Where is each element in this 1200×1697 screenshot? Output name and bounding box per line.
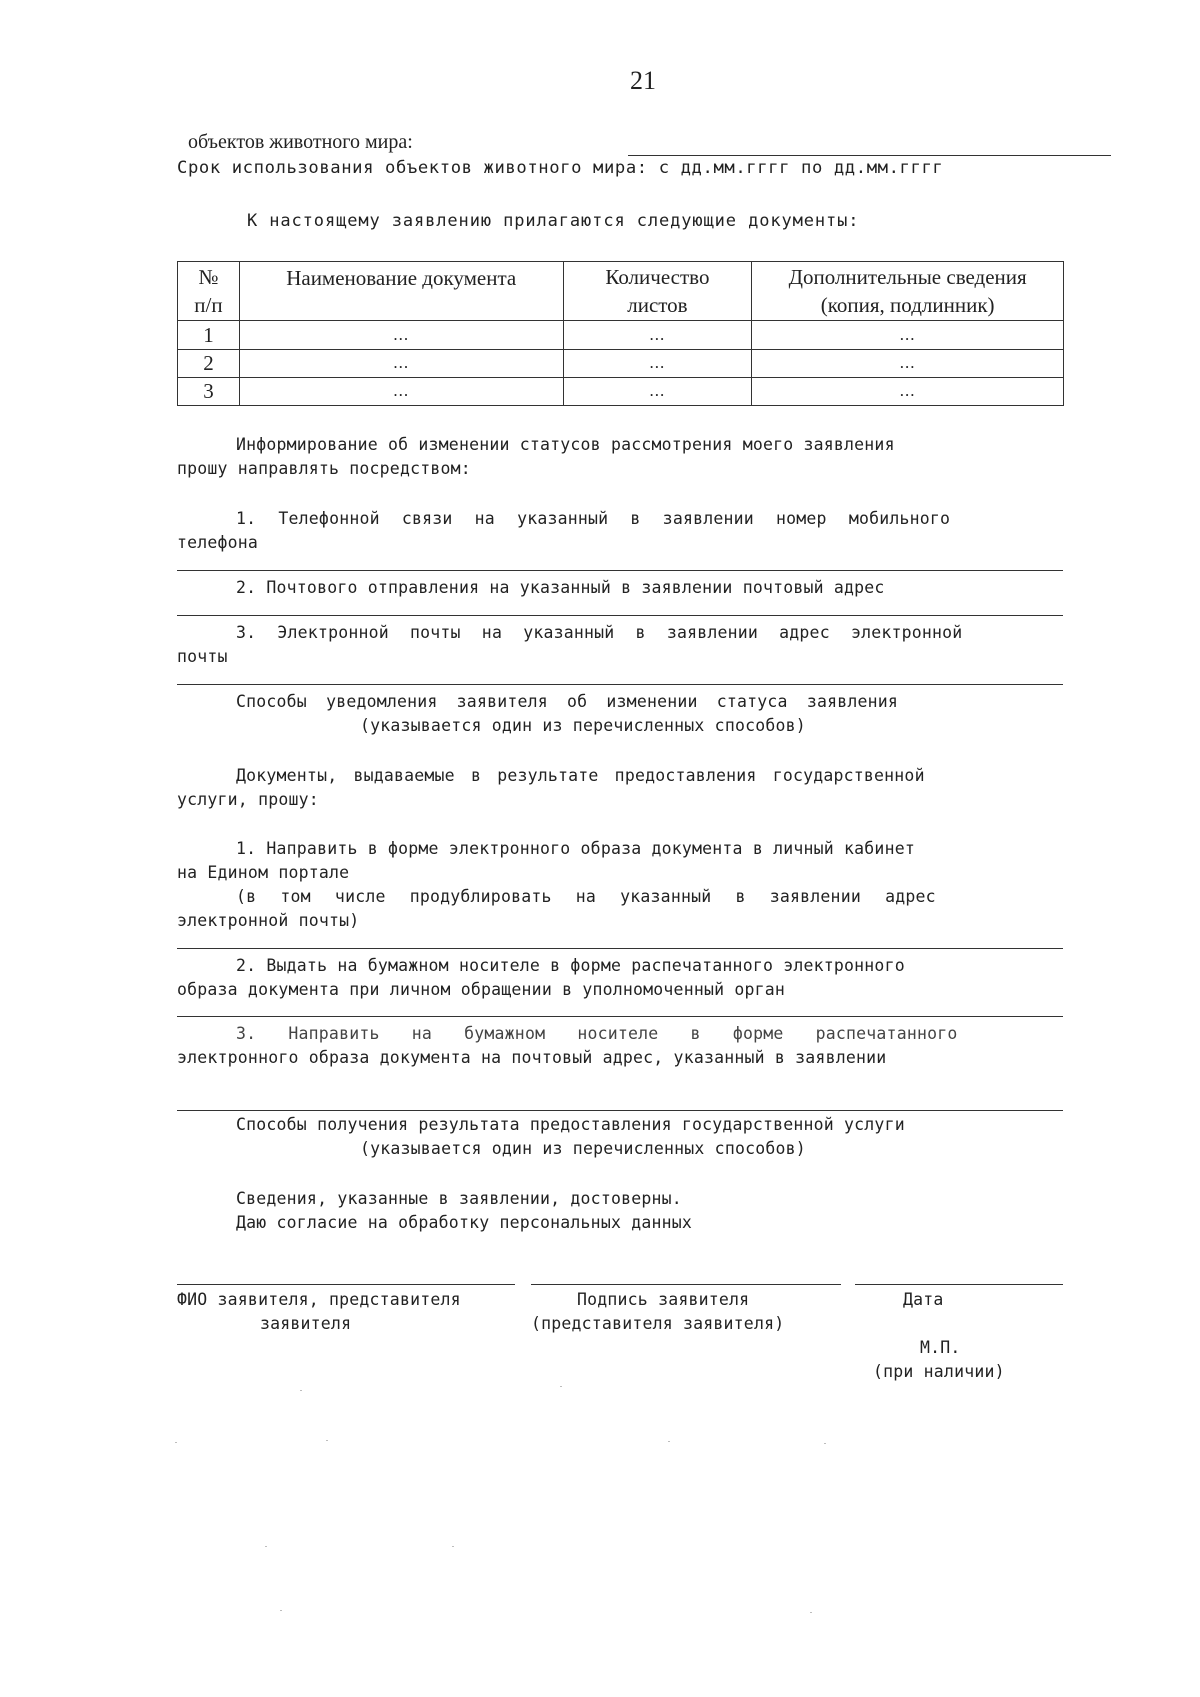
result-intro-line2: услуги, прошу: [177, 790, 319, 809]
scan-speck [668, 1441, 670, 1442]
result-caption-line1: Способы получения результата предоставления государственной услуги [236, 1115, 905, 1134]
usage-term-line: Срок использования объектов животного мира: с дд.мм.гггг по дд.мм.гггг [177, 158, 944, 178]
signature-line [531, 1284, 841, 1285]
row-extra-info: ... [752, 321, 1064, 349]
row-document-name: ... [239, 377, 563, 405]
applicant-name-line [177, 1284, 515, 1285]
row-document-name: ... [239, 349, 563, 377]
scan-speck [560, 1386, 562, 1387]
attachments-intro: К настоящему заявлению прилагаются следующие документы: [247, 211, 860, 231]
scan-speck [280, 1610, 282, 1611]
result-option-portal-line1: 1. Направить в форме электронного образа документа в личный кабинет [236, 839, 915, 858]
row-number: 3 [178, 377, 240, 405]
stamp-note: (при наличии) [873, 1362, 1005, 1381]
notification-intro-line1-text: Информирование об изменении статусов рассмотрения моего заявления [236, 435, 895, 454]
scan-speck [452, 1546, 454, 1547]
notify-option-phone-line1: 1. Телефонной связи на указанный в заявлении номер мобильного [236, 509, 951, 528]
attachments-table [177, 261, 1064, 406]
table-row [178, 349, 1064, 377]
date-line [855, 1284, 1063, 1285]
column-header-name-text: Наименование документа [286, 266, 517, 290]
table-row [178, 321, 1064, 349]
row-sheet-count: ... [563, 321, 752, 349]
column-header-extra [752, 262, 1064, 321]
wildlife-objects-label: объектов животного мира: [188, 131, 413, 153]
page-number: 21 [630, 66, 656, 95]
scan-speck [175, 1442, 177, 1443]
scan-speck [300, 1390, 302, 1391]
notify-option-divider [177, 615, 1063, 616]
scan-speck [810, 1612, 812, 1613]
signature-label-line2: (представителя заявителя) [531, 1314, 785, 1333]
consent-line1: Сведения, указанные в заявлении, достоверны. [236, 1189, 682, 1208]
row-extra-info: ... [752, 377, 1064, 405]
result-option-divider [177, 1110, 1063, 1111]
notification-intro-line2: прошу направлять посредством: [177, 459, 471, 478]
notify-option-phone-line2: телефона [177, 533, 259, 552]
scan-speck [824, 1443, 826, 1444]
result-option-mail-line2: электронного образа документа на почтовый адрес, указанный в заявлении [177, 1048, 887, 1067]
column-header-extra-bottom: (копия, подлинник) [820, 293, 995, 318]
result-option-inperson-line2: образа документа при личном обращении в уполномоченный орган [177, 980, 786, 999]
table-header-row [178, 262, 1064, 321]
applicant-name-label-line2: заявителя [260, 1314, 352, 1333]
row-number: 1 [178, 321, 240, 349]
result-caption-line2: (указывается один из перечисленных способов) [360, 1139, 806, 1158]
applicant-name-label-line1: ФИО заявителя, представителя [177, 1290, 461, 1309]
stamp-label: М.П. [920, 1338, 961, 1357]
notification-caption-line1: Способы уведомления заявителя об изменении статуса заявления [236, 692, 899, 711]
row-sheet-count: ... [563, 349, 752, 377]
scan-speck [265, 1546, 267, 1547]
notify-option-email-line2: почты [177, 647, 228, 666]
column-header-count [563, 262, 752, 321]
wildlife-objects-fill-line [628, 155, 1111, 156]
notify-option-post: 2. Почтового отправления на указанный в заявлении почтовый адрес [236, 578, 885, 597]
row-sheet-count: ... [563, 377, 752, 405]
notification-intro-line1 [236, 435, 1062, 454]
row-document-name: ... [239, 321, 563, 349]
column-header-number-top: № [198, 265, 219, 290]
scan-speck [326, 1440, 328, 1441]
notify-option-divider [177, 684, 1063, 685]
column-header-name [239, 262, 563, 321]
result-option-mail-line1: 3. Направить на бумажном носителе в форме распечатанного [236, 1024, 958, 1043]
column-header-number [178, 262, 240, 321]
result-option-portal-line3: (в том числе продублировать на указанный в заявлении адрес [236, 887, 936, 906]
column-header-number-bottom: п/п [194, 293, 223, 318]
result-option-portal-line2: на Едином портале [177, 863, 350, 882]
table-row [178, 377, 1064, 405]
column-header-count-bottom: листов [627, 293, 688, 318]
result-option-portal-line4: электронной почты) [177, 911, 360, 930]
notification-caption-line2: (указывается один из перечисленных способов) [360, 716, 806, 735]
signature-label-line1: Подпись заявителя [577, 1290, 750, 1309]
column-header-count-top: Количество [605, 265, 710, 290]
result-intro-line1: Документы, выдаваемые в результате предоставления государственной [236, 766, 925, 785]
result-option-divider [177, 1016, 1063, 1017]
result-option-inperson-line1: 2. Выдать на бумажном носителе в форме распечатанного электронного [236, 956, 905, 975]
row-extra-info: ... [752, 349, 1064, 377]
date-label: Дата [903, 1290, 944, 1309]
column-header-extra-top: Дополнительные сведения [788, 265, 1027, 290]
consent-line2: Даю согласие на обработку персональных данных [236, 1213, 693, 1232]
result-option-divider [177, 948, 1063, 949]
notify-option-divider [177, 570, 1063, 571]
row-number: 2 [178, 349, 240, 377]
notify-option-email-line1: 3. Электронной почты на указанный в заявлении адрес электронной [236, 623, 963, 642]
